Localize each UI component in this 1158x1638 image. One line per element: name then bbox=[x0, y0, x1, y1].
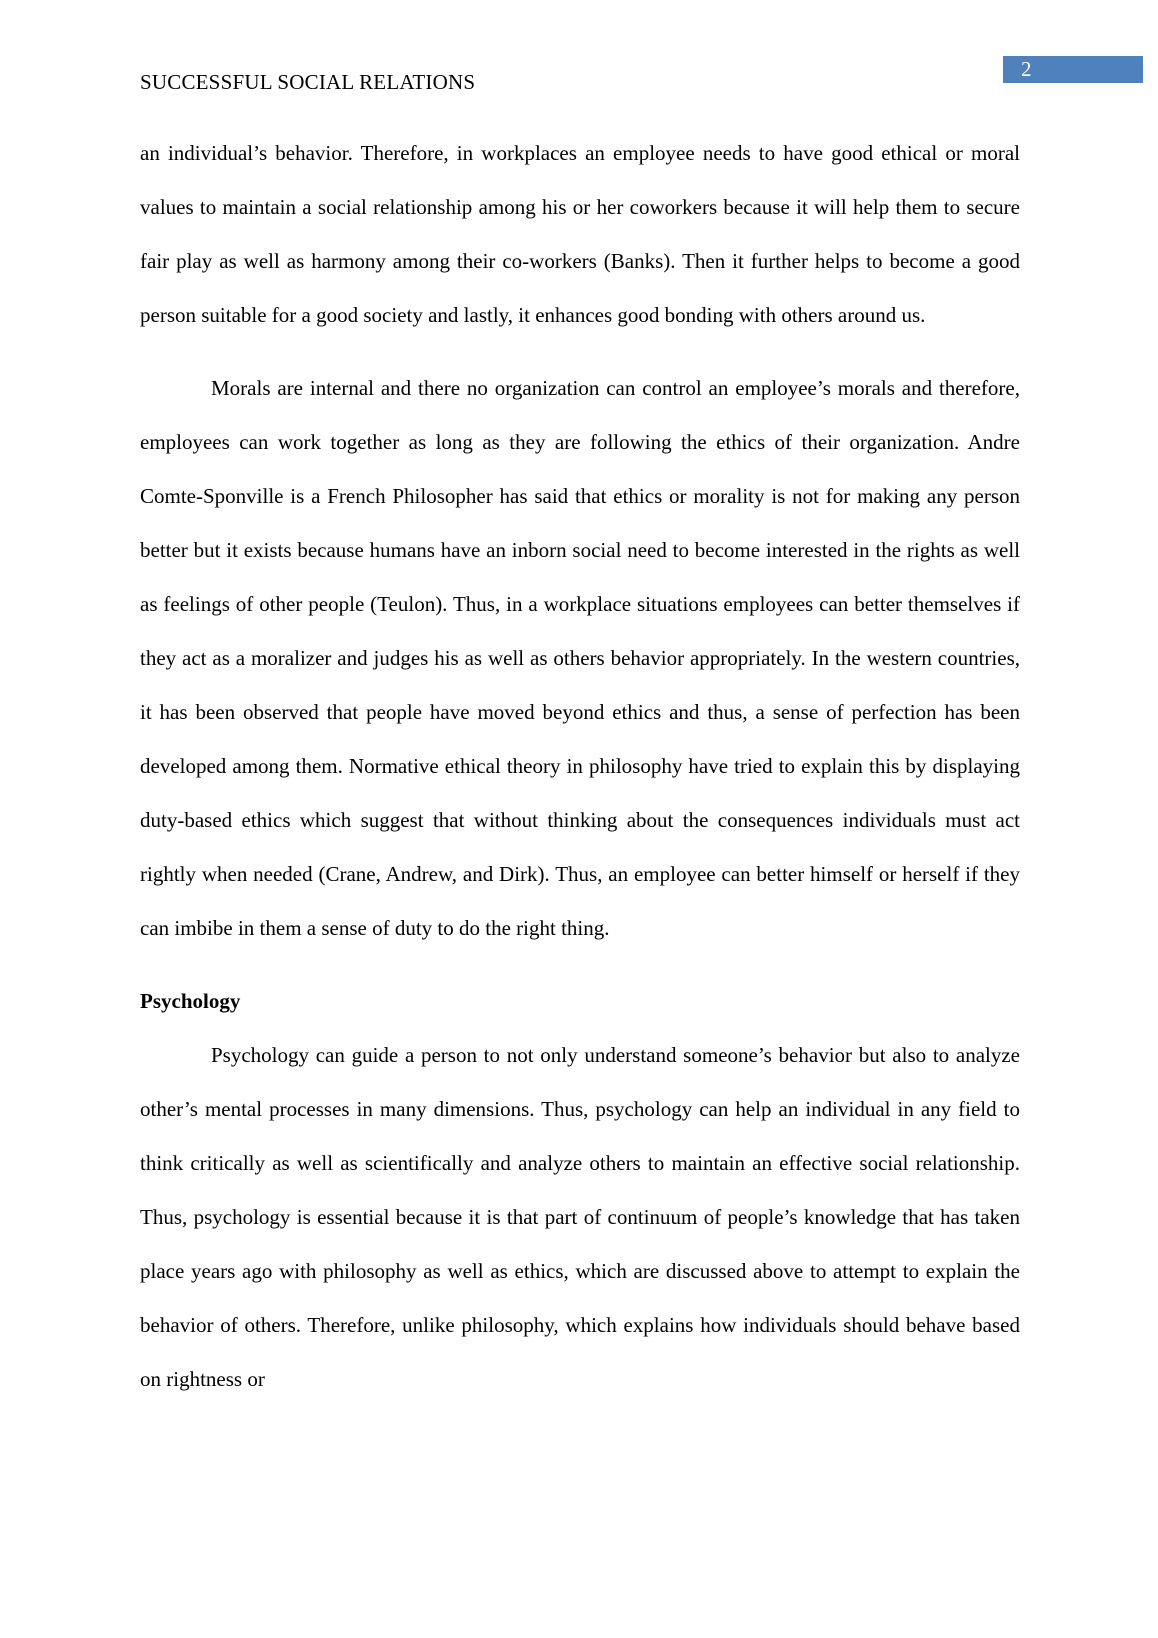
body-paragraph-1: an individual’s behavior. Therefore, in workplaces an employee needs to have good ethical or moral values to maintain a social relationship among his or her coworkers because it will help them to secure fair play as well as harmony among their co-workers (Banks). Then it further helps to become a good person suitable for a good society and lastly, it enhances good bonding with others around us. bbox=[140, 141, 1020, 327]
page-number: 2 bbox=[1021, 57, 1032, 81]
body-paragraph-2: Morals are internal and there no organization can control an employee’s morals and therefore, employees can work together as long as they are following the ethics of their organization. Andre Comte-Sponville is a French Philosopher has said that ethics or morality is not for making any person better but it exists because humans have an inborn social need to become interested in the rights as well as feelings of other people (Teulon). Thus, in a workplace situations employees can better themselves if they act as a moralizer and judges his as well as others behavior appropriately. In the western countries, it has been observed that people have moved beyond ethics and thus, a sense of perfection has been developed among them. Normative ethical theory in philosophy have tried to explain this by displaying duty-based ethics which suggest that without thinking about the consequences individuals must act rightly when needed (Crane, Andrew, and Dirk). Thus, an employee can better himself or herself if they can imbibe in them a sense of duty to do the right thing. bbox=[140, 376, 1020, 940]
page-number-badge bbox=[1003, 56, 1143, 83]
running-head: SUCCESSFUL SOCIAL RELATIONS bbox=[140, 70, 476, 94]
document-body bbox=[140, 126, 1020, 1406]
body-paragraph-3: Psychology can guide a person to not only understand someone’s behavior but also to analyze other’s mental processes in many dimensions. Thus, psychology can help an individual in any field to think critically as well as scientifically and analyze others to maintain an effective social relationship. Thus, psychology is essential because it is that part of continuum of people’s knowledge that has taken place years ago with philosophy as well as ethics, which are discussed above to attempt to explain the behavior of others. Therefore, unlike philosophy, which explains how individuals should behave based on rightness or bbox=[140, 1043, 1020, 1391]
section-heading-psychology: Psychology bbox=[140, 989, 241, 1013]
